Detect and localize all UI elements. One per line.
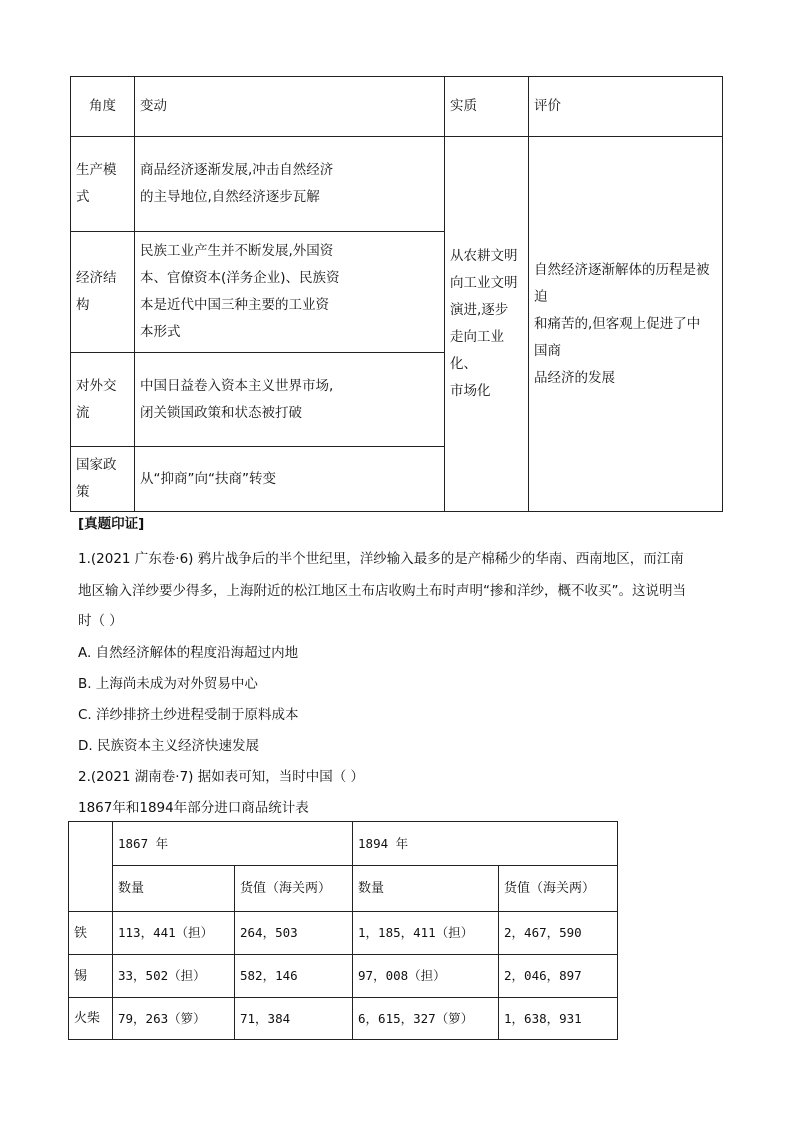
value-cell: 71，384 xyxy=(235,998,353,1040)
subheader-quantity: 数量 xyxy=(353,866,499,912)
year-1867-header: 1867 年 xyxy=(113,822,353,866)
quantity-cell: 97，008（担） xyxy=(353,955,499,998)
corner-cell xyxy=(69,822,113,912)
header-change: 变动 xyxy=(135,77,445,137)
year-1894-header: 1894 年 xyxy=(353,822,618,866)
table-row xyxy=(69,955,618,998)
q2-stem: 2.(2021 湖南卷·7) 据如表可知，当时中国（ ） xyxy=(78,769,365,785)
subheader-row xyxy=(69,866,618,912)
value-cell: 582，146 xyxy=(235,955,353,998)
change-cell: 中国日益卷入资本主义世界市场, 闭关锁国政策和状态被打破 xyxy=(135,353,445,447)
quantity-cell: 33，502（担） xyxy=(113,955,235,998)
q1-stem-line: 时（ ） xyxy=(78,613,123,629)
value-cell: 1，638，931 xyxy=(499,998,618,1040)
section-title: [真题印证] xyxy=(78,516,145,532)
q1-option-d: D. 民族资本主义经济快速发展 xyxy=(78,738,259,754)
q2-table-title: 1867年和1894年部分进口商品统计表 xyxy=(78,800,309,816)
angle-cell: 对外交 流 xyxy=(71,353,135,447)
item-cell: 铁 xyxy=(69,912,113,955)
subheader-value: 货值（海关两） xyxy=(235,866,353,912)
q1-option-b: B. 上海尚未成为对外贸易中心 xyxy=(78,676,258,692)
table-header-row xyxy=(71,77,723,137)
value-cell: 2，046，897 xyxy=(499,955,618,998)
essence-cell: 从农耕文明 向工业文明 演进,逐步 走向工业化、 市场化 xyxy=(445,137,529,512)
quantity-cell: 6，615，327（箩） xyxy=(353,998,499,1040)
table-row xyxy=(69,912,618,955)
value-cell: 264，503 xyxy=(235,912,353,955)
change-cell: 从“抑商”向“扶商”转变 xyxy=(135,447,445,512)
header-evaluation: 评价 xyxy=(529,77,723,137)
quantity-cell: 79，263（箩） xyxy=(113,998,235,1040)
q1-option-a: A. 自然经济解体的程度沿海超过内地 xyxy=(78,645,299,661)
item-cell: 火柴 xyxy=(69,998,113,1040)
angle-cell: 生产模 式 xyxy=(71,137,135,232)
q1-stem-line: 地区输入洋纱要少得多，上海附近的松江地区土布店收购土布时声明“掺和洋纱，概不收买”。这说明当 xyxy=(78,583,686,599)
quantity-cell: 1，185，411（担） xyxy=(353,912,499,955)
import-statistics-table xyxy=(68,821,618,1040)
subheader-quantity: 数量 xyxy=(113,866,235,912)
quantity-cell: 113，441（担） xyxy=(113,912,235,955)
angle-cell: 经济结 构 xyxy=(71,232,135,353)
header-angle: 角度 xyxy=(71,77,135,137)
subheader-value: 货值（海关两） xyxy=(499,866,618,912)
header-essence: 实质 xyxy=(445,77,529,137)
angle-cell: 国家政 策 xyxy=(71,447,135,512)
value-cell: 2，467，590 xyxy=(499,912,618,955)
item-cell: 锡 xyxy=(69,955,113,998)
q1-stem-line: 1.(2021 广东卷·6) 鸦片战争后的半个世纪里，洋纱输入最多的是产棉稀少的华南、西南地区，而江南 xyxy=(78,551,684,567)
evaluation-cell: 自然经济逐渐解体的历程是被 迫 和痛苦的,但客观上促进了中 国商 品经济的发展 xyxy=(529,137,723,512)
table-row xyxy=(69,998,618,1040)
table-row xyxy=(71,137,723,232)
year-header-row xyxy=(69,822,618,866)
economic-change-table xyxy=(70,76,723,512)
change-cell: 民族工业产生并不断发展,外国资 本、官僚资本(洋务企业)、民族资 本是近代中国三种主要的工业资 本形式 xyxy=(135,232,445,353)
change-cell: 商品经济逐渐发展,冲击自然经济 的主导地位,自然经济逐步瓦解 xyxy=(135,137,445,232)
q1-option-c: C. 洋纱排挤土纱进程受制于原料成本 xyxy=(78,707,299,723)
